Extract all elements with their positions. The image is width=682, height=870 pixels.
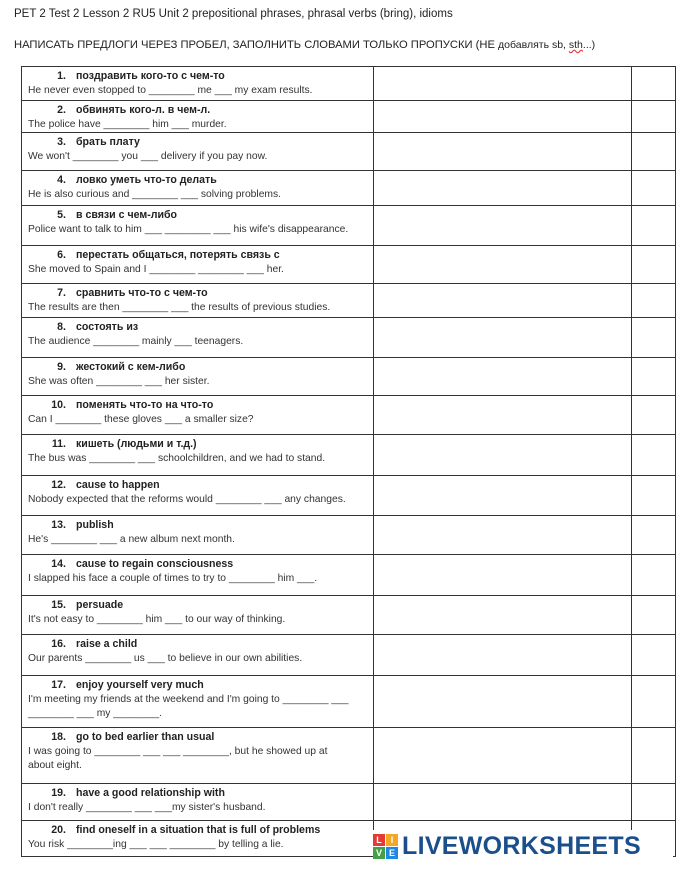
item-number: 2.: [57, 103, 66, 116]
answer-cell[interactable]: [373, 676, 631, 728]
item-heading: [22, 101, 373, 117]
question-cell: [22, 595, 374, 635]
item-heading: [22, 133, 373, 149]
answer-cell[interactable]: [373, 784, 631, 821]
mark-cell: [631, 357, 675, 395]
liveworksheets-logo-icon: [373, 834, 398, 859]
item-heading: [22, 784, 373, 800]
liveworksheets-logo: [373, 830, 673, 862]
instruction-sth: sth: [568, 39, 583, 51]
item-heading: [22, 435, 373, 451]
answer-cell[interactable]: [373, 284, 631, 318]
question-cell: [22, 635, 374, 676]
mark-cell: [631, 318, 675, 358]
question-cell: [22, 784, 374, 821]
answer-cell[interactable]: [373, 476, 631, 516]
item-sentence: The audience ________ mainly ___ teenagers.: [28, 336, 244, 348]
mark-cell: [631, 67, 675, 101]
item-sentence: You risk ________ing ___ ___ ________ by telling a lie.: [28, 839, 284, 851]
liveworksheets-logo-text: LIVEWORKSHEETS: [402, 831, 641, 860]
item-sentence: Our parents ________ us ___ to believe in our own abilities.: [28, 653, 303, 665]
mark-cell: [631, 171, 675, 206]
mark-cell: [631, 284, 675, 318]
item-heading: [22, 318, 373, 334]
item-number: 8.: [57, 321, 66, 334]
logo-letter-e: E: [386, 847, 398, 859]
mark-cell: [631, 476, 675, 516]
item-heading-text: publish: [76, 518, 114, 531]
item-sentence: Nobody expected that the reforms would ________ ___ any changes.: [28, 494, 346, 506]
item-number: 13.: [51, 518, 66, 531]
item-sentence: Can I ________ these gloves ___ a smaller size?: [28, 413, 254, 425]
answer-cell[interactable]: [373, 245, 631, 284]
item-sentence: The bus was ________ ___ schoolchildren, and we had to stand.: [28, 453, 326, 465]
table-row: [22, 318, 676, 358]
item-heading-text: find oneself in a situation that is full of problems: [76, 824, 321, 837]
item-heading: [22, 476, 373, 492]
question-cell: [22, 515, 374, 554]
question-cell: [22, 676, 374, 728]
item-heading: [22, 171, 373, 187]
question-cell: [22, 435, 374, 476]
mark-cell: [631, 635, 675, 676]
item-sentence: We won't ________ you ___ delivery if you pay now.: [28, 151, 268, 163]
table-row: [22, 476, 676, 516]
item-heading-text: cause to happen: [76, 479, 160, 492]
question-cell: [22, 67, 374, 101]
item-heading-text: have a good relationship with: [76, 787, 225, 800]
item-heading-text: в связи с чем-либо: [76, 208, 177, 221]
item-heading: [22, 728, 373, 744]
mark-cell: [631, 100, 675, 133]
mark-cell: [631, 784, 675, 821]
table-row: [22, 676, 676, 728]
answer-cell[interactable]: [373, 515, 631, 554]
table-row: [22, 245, 676, 284]
item-number: 7.: [57, 287, 66, 300]
item-number: 14.: [51, 557, 66, 570]
logo-letter-i: I: [386, 834, 398, 846]
item-sentence: He never even stopped to ________ me ___ my exam results.: [28, 85, 313, 96]
table-row: [22, 67, 676, 101]
item-heading-text: жестокий с кем-либо: [76, 360, 186, 373]
item-heading-text: состоять из: [76, 321, 139, 334]
item-number: 6.: [57, 248, 66, 261]
item-sentence: He's ________ ___ a new album next month.: [28, 533, 235, 545]
item-heading-text: перестать общаться, потерять связь с: [76, 248, 280, 261]
table-row: [22, 100, 676, 133]
table-row: [22, 554, 676, 595]
question-cell: [22, 357, 374, 395]
item-sentence: I slapped his face a couple of times to try to ________ him ___.: [28, 572, 318, 584]
answer-cell[interactable]: [373, 554, 631, 595]
item-heading-text: поменять что-то на что-то: [76, 398, 214, 411]
item-number: 20.: [51, 824, 66, 837]
item-number: 1.: [57, 70, 66, 82]
mark-cell: [631, 133, 675, 171]
item-heading-text: persuade: [76, 598, 124, 611]
item-heading-text: cause to regain consciousness: [76, 557, 234, 570]
instruction-lower: добавлять sb,: [498, 39, 569, 51]
table-row: [22, 205, 676, 245]
item-number: 16.: [51, 638, 66, 651]
answer-cell[interactable]: [373, 67, 631, 101]
question-cell: [22, 205, 374, 245]
answer-cell[interactable]: [373, 357, 631, 395]
item-number: 9.: [57, 360, 66, 373]
logo-letter-l: L: [373, 834, 385, 846]
answer-cell[interactable]: [373, 435, 631, 476]
item-heading-text: go to bed earlier than usual: [76, 731, 215, 744]
table-row: [22, 595, 676, 635]
question-cell: [22, 245, 374, 284]
item-heading: [22, 635, 373, 651]
table-row: [22, 435, 676, 476]
item-heading-text: брать плату: [76, 136, 140, 149]
instruction-end: ...): [582, 39, 596, 51]
answer-cell[interactable]: [373, 205, 631, 245]
mark-cell: [631, 435, 675, 476]
item-heading-text: обвинять кого-л. в чем-л.: [76, 103, 211, 116]
question-cell: [22, 133, 374, 171]
item-sentence: Police want to talk to him ___ ________ ___ his wife's disappearance.: [28, 223, 349, 235]
answer-cell[interactable]: [373, 395, 631, 435]
item-number: 19.: [51, 787, 66, 800]
item-number: 3.: [57, 136, 66, 149]
item-number: 18.: [51, 731, 66, 744]
table-row: [22, 784, 676, 821]
question-cell: [22, 318, 374, 358]
item-heading: [22, 67, 373, 83]
answer-cell[interactable]: [373, 100, 631, 133]
item-sentence: I was going to ________ ___ ___ ________, but he showed up at about eight.: [28, 746, 328, 772]
item-number: 4.: [57, 174, 66, 187]
item-sentence: It's not easy to ________ him ___ to our way of thinking.: [28, 613, 286, 625]
item-heading-text: enjoy yourself very much: [76, 679, 204, 692]
item-heading-text: кишеть (людьми и т.д.): [76, 438, 197, 451]
table-row: [22, 515, 676, 554]
item-heading: [22, 396, 373, 412]
mark-cell: [631, 554, 675, 595]
item-heading: [22, 246, 373, 262]
answer-cell[interactable]: [373, 171, 631, 206]
exercise-table: [21, 66, 676, 857]
instruction-text: [14, 39, 595, 51]
item-number: 17.: [51, 679, 66, 692]
table-row: [22, 284, 676, 318]
item-heading-text: ловко уметь что-то делать: [76, 174, 217, 187]
item-heading: [22, 596, 373, 612]
instruction-main: НАПИСАТЬ ПРЕДЛОГИ ЧЕРЕЗ ПРОБЕЛ, ЗАПОЛНИТЬ СЛОВАМИ ТОЛЬКО ПРОПУСКИ (НЕ: [14, 39, 499, 51]
mark-cell: [631, 205, 675, 245]
item-number: 12.: [51, 479, 66, 492]
item-sentence: She was often ________ ___ her sister.: [28, 375, 210, 387]
table-row: [22, 171, 676, 206]
item-sentence: The police have ________ him ___ murder.: [28, 118, 227, 130]
item-number: 15.: [51, 598, 66, 611]
question-cell: [22, 554, 374, 595]
table-row: [22, 133, 676, 171]
logo-letter-v: V: [373, 847, 385, 859]
item-sentence: The results are then ________ ___ the results of previous studies.: [28, 302, 331, 314]
mark-cell: [631, 676, 675, 728]
answer-cell[interactable]: [373, 728, 631, 784]
question-cell: [22, 284, 374, 318]
item-heading: [22, 555, 373, 571]
mark-cell: [631, 515, 675, 554]
answer-cell[interactable]: [373, 133, 631, 171]
item-heading: [22, 284, 373, 300]
answer-cell[interactable]: [373, 635, 631, 676]
table-row: [22, 635, 676, 676]
question-cell: [22, 728, 374, 784]
item-heading-text: сравнить что-то с чем-то: [76, 287, 208, 300]
answer-cell[interactable]: [373, 318, 631, 358]
item-heading-text: raise a child: [76, 638, 138, 651]
item-sentence: He is also curious and ________ ___ solving problems.: [28, 189, 282, 201]
item-heading: [22, 358, 373, 374]
item-heading: [22, 206, 373, 222]
question-cell: [22, 395, 374, 435]
mark-cell: [631, 245, 675, 284]
item-sentence: I'm meeting my friends at the weekend and I'm going to ________ ___ ________ ___ my ________.: [28, 694, 349, 720]
mark-cell: [631, 728, 675, 784]
mark-cell: [631, 595, 675, 635]
question-cell: [22, 100, 374, 133]
page-title: PET 2 Test 2 Lesson 2 RU5 Unit 2 prepositional phrases, phrasal verbs (bring), idioms: [14, 8, 453, 20]
question-cell: [22, 476, 374, 516]
item-heading: [22, 821, 373, 837]
item-heading: [22, 516, 373, 532]
mark-cell: [631, 395, 675, 435]
table-row: [22, 357, 676, 395]
item-number: 10.: [51, 398, 66, 411]
item-sentence: I don't really ________ ___ ___my sister's husband.: [28, 802, 266, 814]
item-number: 11.: [51, 438, 66, 451]
item-heading-text: поздравить кого-то с чем-то: [76, 70, 225, 82]
table-row: [22, 395, 676, 435]
question-cell: [22, 821, 374, 857]
table-row: [22, 728, 676, 784]
item-number: 5.: [57, 208, 66, 221]
item-heading: [22, 676, 373, 692]
question-cell: [22, 171, 374, 206]
item-sentence: She moved to Spain and I ________ ________ ___ her.: [28, 263, 284, 275]
answer-cell[interactable]: [373, 595, 631, 635]
